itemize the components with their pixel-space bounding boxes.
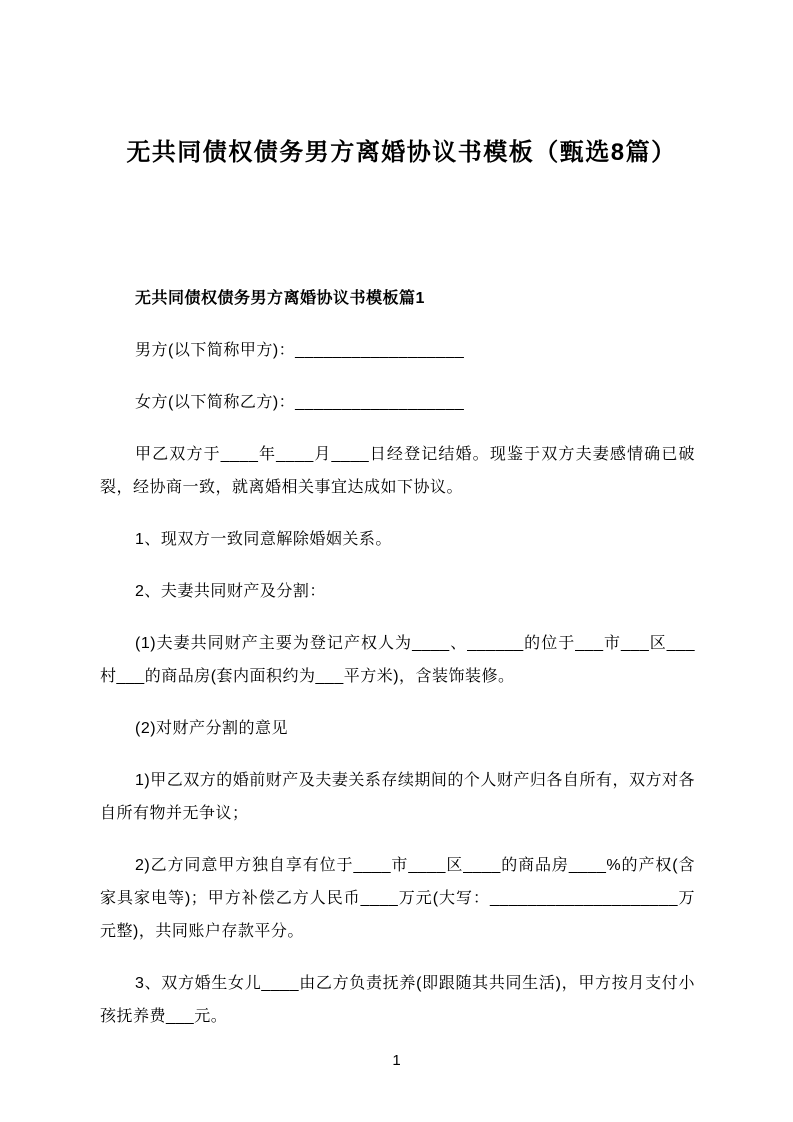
paragraph-party-b: 女方(以下简称乙方)：__________________ bbox=[135, 394, 465, 411]
page-number: 1 bbox=[392, 1052, 401, 1069]
paragraph-preamble: 甲乙双方于____年____月____日经登记结婚。现鉴于双方夫妻感情确已破裂，经协商一致，就离婚相关事宜达成如下协议。 bbox=[100, 446, 695, 496]
document-body bbox=[100, 288, 695, 1033]
paragraph-clause-2-2-2: 2)乙方同意甲方独自享有位于____市____区____的商品房____%的产权(含家具家电等)；甲方补偿乙方人民币____万元(大写：____________________万元整)，共同账户存款平分。 bbox=[100, 857, 695, 940]
section-heading: 无共同债权债务男方离婚协议书模板篇1 bbox=[135, 290, 425, 307]
paragraph-clause-2-2: (2)对财产分割的意见 bbox=[135, 720, 289, 737]
paragraph-clause-2: 2、夫妻共同财产及分割： bbox=[135, 583, 326, 600]
document-title: 无共同债权债务男方离婚协议书模板（甄选8篇） bbox=[126, 139, 677, 166]
paragraph-clause-2-1: (1)夫妻共同财产主要为登记产权人为____、______的位于___市___区___村___的商品房(套内面积约为___平方米)，含装饰装修。 bbox=[100, 635, 695, 685]
paragraph-clause-2-2-1: 1)甲乙双方的婚前财产及夫妻关系存续期间的个人财产归各自所有，双方对各自所有物并无争议； bbox=[100, 772, 695, 822]
paragraph-party-a: 男方(以下简称甲方)：__________________ bbox=[135, 342, 465, 359]
paragraph-clause-1: 1、现双方一致同意解除婚姻关系。 bbox=[135, 531, 392, 548]
paragraph-clause-3: 3、双方婚生女儿____由乙方负责抚养(即跟随其共同生活)，甲方按月支付小孩抚养费___元。 bbox=[100, 975, 695, 1025]
